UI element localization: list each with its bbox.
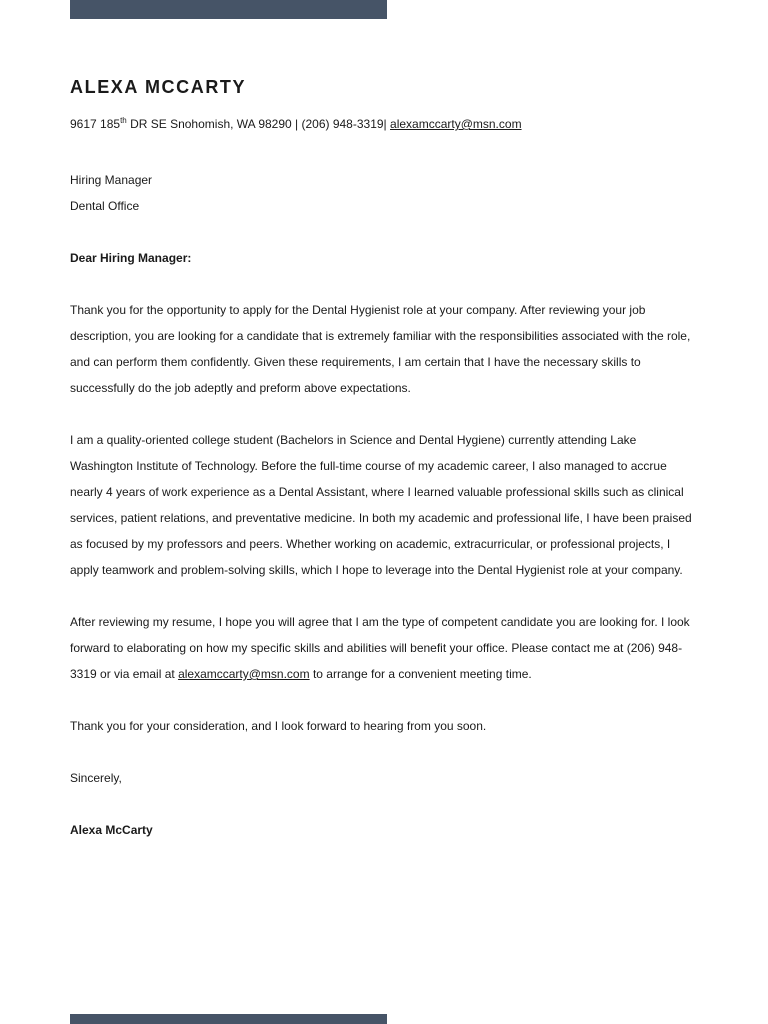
signature-name: Alexa McCarty: [70, 823, 153, 837]
header-accent-bar: [70, 0, 387, 19]
body-paragraph-4: Thank you for your consideration, and I look forward to hearing from you soon.: [70, 719, 487, 733]
recipient-organization: Dental Office: [70, 199, 140, 213]
applicant-name: ALEXA MCCARTY: [70, 77, 247, 97]
body-paragraph-2: I am a quality-oriented college student (Bachelors in Science and Dental Hygiene) currently attending Lake Washington Institute of Technology. Before the full-time course of my academic career, I also managed to accrue nearly 4 years of work experience as a Dental Assistant, where I learned valuable professional skills such as clinical services, patient relations, and preventative medicine. In both my academic and professional life, I have been praised as focused by my professors and peers. Whether working on academic, extracurricular, or professional projects, I apply teamwork and problem-solving skills, which I hope to leverage into the Dental Hygienist role at your company.: [70, 433, 692, 577]
body-paragraph-1: Thank you for the opportunity to apply for the Dental Hygienist role at your company. After reviewing your job description, you are looking for a candidate that is extremely familiar with the responsibilities associated with the role, and can perform them confidently. Given these requirements, I am certain that I have the necessary skills to successfully do the job adeptly and preform above expectations.: [70, 303, 691, 395]
recipient-block: [70, 167, 698, 219]
footer-accent-bar: [70, 1014, 387, 1024]
email-link[interactable]: alexamccarty@msn.com: [390, 117, 522, 131]
body-paragraph-3: [70, 609, 698, 687]
address-rest: DR SE Snohomish, WA 98290 | (206) 948-3319|: [126, 117, 391, 131]
cover-letter: [70, 74, 698, 843]
recipient-title: Hiring Manager: [70, 173, 153, 187]
paragraph-3-text-end: to arrange for a convenient meeting time.: [309, 667, 532, 681]
closing: Sincerely,: [70, 771, 122, 785]
address-number: 9617 185: [70, 117, 121, 131]
paragraph-3-text-start: After reviewing my resume, I hope you will agree that I am the type of competent candidate you are looking for. I look forward to elaborating on how my specific skills and abilities will benefit your office. Please contact me at (206) 948-3319 or via email at: [70, 615, 690, 681]
address-ordinal-suffix: th: [120, 116, 127, 125]
contact-line: [70, 116, 698, 132]
salutation: Dear Hiring Manager:: [70, 251, 192, 265]
body-email-link[interactable]: alexamccarty@msn.com: [178, 667, 310, 681]
